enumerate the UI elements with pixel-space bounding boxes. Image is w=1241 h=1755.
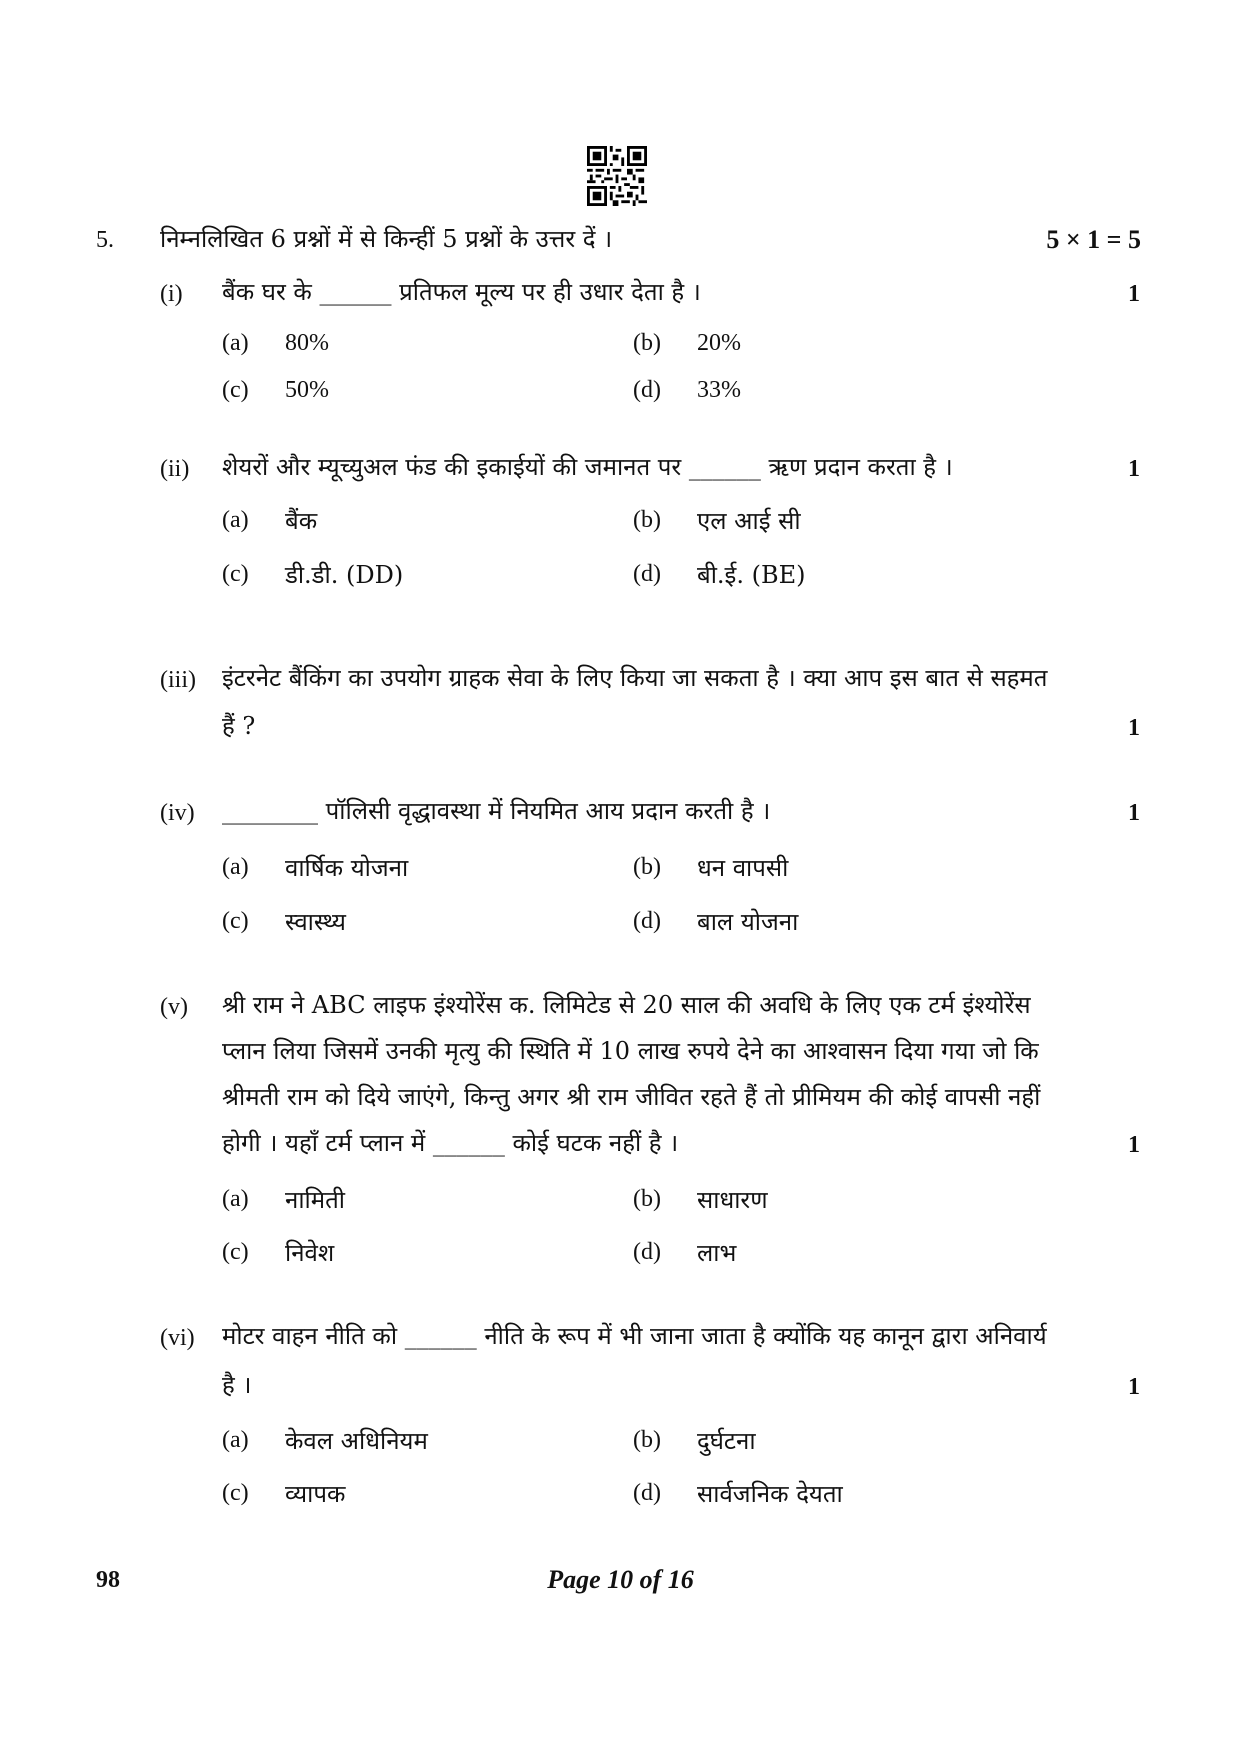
subquestion-marks: 1 <box>1128 456 1140 482</box>
total-marks: 5 × 1 = 5 <box>1046 225 1141 254</box>
option-label: (c) <box>222 1239 249 1265</box>
option-text: 20% <box>697 330 741 356</box>
option-text: बैंक <box>285 507 318 535</box>
qr-code-image <box>587 146 647 206</box>
option-text: स्वास्थ्य <box>285 908 346 936</box>
option-text: लाभ <box>697 1239 737 1267</box>
subquestion-text-line2: प्लान लिया जिसमें उनकी मृत्यु की स्थिति में 10 लाख रुपये देने का आश्वासन दिया गया जो कि <box>222 1037 1039 1065</box>
subquestion-text: शेयरों और म्यूच्युअल फंड की इकाईयों की जमानत पर ______ ऋण प्रदान करता है । <box>222 453 953 481</box>
subquestion-marks: 1 <box>1128 1374 1140 1400</box>
subquestion-marks: 1 <box>1128 800 1140 826</box>
option-text: एल आई सी <box>697 507 801 535</box>
subquestion-marks: 1 <box>1128 281 1140 307</box>
subquestion-text-line1: श्री राम ने ABC लाइफ इंश्योरेंस क. लिमिटेड से 20 साल की अवधि के लिए एक टर्म इंश्योरेंस <box>222 991 1031 1019</box>
page-number: Page 10 of 16 <box>547 1565 694 1594</box>
option-text: केवल अधिनियम <box>285 1427 428 1455</box>
option-label: (a) <box>222 330 249 356</box>
option-text: 33% <box>697 377 741 403</box>
subquestion-text-line1: इंटरनेट बैंकिंग का उपयोग ग्राहक सेवा के लिए किया जा सकता है । क्या आप इस बात से सहमत <box>222 664 1048 692</box>
option-label: (c) <box>222 908 249 934</box>
option-label: (a) <box>222 854 249 880</box>
subquestion-text-line3: श्रीमती राम को दिये जाएंगे, किन्तु अगर श्री राम जीवित रहते हैं तो प्रीमियम की कोई वापसी नहीं <box>222 1083 1041 1111</box>
option-text: नामिती <box>285 1186 345 1214</box>
option-text: साधारण <box>697 1186 768 1214</box>
option-text: 80% <box>285 330 329 356</box>
option-text: दुर्घटना <box>697 1427 756 1455</box>
option-label: (d) <box>633 908 661 934</box>
option-label: (b) <box>633 1427 661 1453</box>
subquestion-marks: 1 <box>1128 715 1140 741</box>
subquestion-label: (v) <box>160 994 188 1020</box>
question-instruction: निम्नलिखित 6 प्रश्नों में से किन्हीं 5 प्रश्नों के उत्तर दें । <box>160 225 613 253</box>
subquestion-text-line1: मोटर वाहन नीति को ______ नीति के रूप में भी जाना जाता है क्योंकि यह कानून द्वारा अनिवार्य <box>222 1322 1047 1350</box>
option-label: (b) <box>633 507 661 533</box>
subquestion-label: (i) <box>160 281 183 307</box>
subquestion-text: बैंक घर के ______ प्रतिफल मूल्य पर ही उधार देता है । <box>222 278 701 306</box>
option-text: धन वापसी <box>697 854 789 882</box>
subquestion-text: ________ पॉलिसी वृद्धावस्था में नियमित आय प्रदान करती है । <box>222 797 771 825</box>
option-label: (a) <box>222 1427 249 1453</box>
question-number: 5. <box>96 227 114 253</box>
option-label: (d) <box>633 1239 661 1265</box>
option-label: (d) <box>633 561 661 587</box>
paper-code: 98 <box>96 1567 120 1593</box>
subquestion-marks: 1 <box>1128 1132 1140 1158</box>
option-text: वार्षिक योजना <box>285 854 409 882</box>
option-label: (a) <box>222 507 249 533</box>
option-text: निवेश <box>285 1239 335 1267</box>
option-label: (c) <box>222 561 249 587</box>
subquestion-text-line4: होगी । यहाँ टर्म प्लान में ______ कोई घटक नहीं है । <box>222 1129 679 1157</box>
subquestion-label: (iv) <box>160 800 195 826</box>
option-text: डी.डी. (DD) <box>285 561 404 589</box>
option-label: (d) <box>633 377 661 403</box>
option-label: (d) <box>633 1480 661 1506</box>
subquestion-label: (ii) <box>160 456 190 482</box>
option-label: (a) <box>222 1186 249 1212</box>
subquestion-text-line2: हैं ? <box>222 712 256 740</box>
option-label: (b) <box>633 854 661 880</box>
option-text: बी.ई. (BE) <box>697 561 806 589</box>
option-label: (b) <box>633 330 661 356</box>
subquestion-label: (vi) <box>160 1325 195 1351</box>
subquestion-label: (iii) <box>160 667 196 693</box>
option-label: (c) <box>222 377 249 403</box>
option-text: 50% <box>285 377 329 403</box>
option-text: सार्वजनिक देयता <box>697 1480 843 1508</box>
subquestion-text-line2: है । <box>222 1371 252 1399</box>
option-label: (b) <box>633 1186 661 1212</box>
option-text: बाल योजना <box>697 908 799 936</box>
option-label: (c) <box>222 1480 249 1506</box>
option-text: व्यापक <box>285 1480 346 1508</box>
